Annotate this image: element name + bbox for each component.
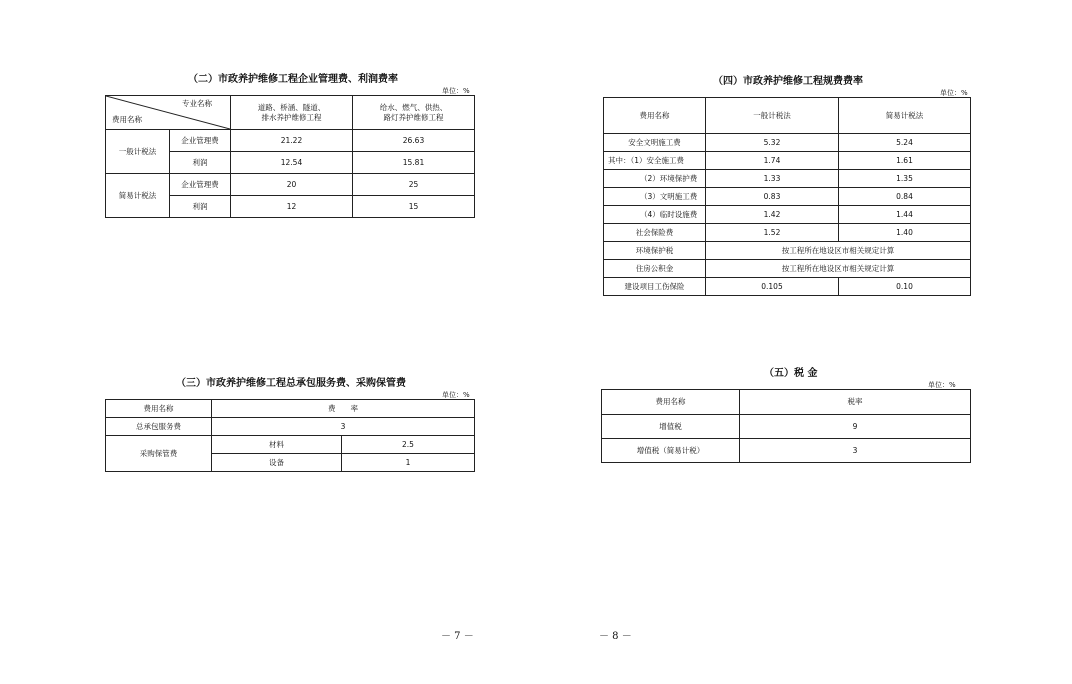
table2-corner-bottom: 费用名称 [112,115,142,124]
cell-value: 15.81 [353,152,475,174]
cell-value: 25 [353,174,475,196]
table-row [106,418,475,436]
row-label: 利润 [170,152,231,174]
table4-c1-header: 一般计税法 [706,98,839,134]
row-label: 环境保护税 [604,242,706,260]
cell-value: 15 [353,196,475,218]
page-number-right: － 8 － [599,631,632,642]
table3-unit: 单位：% [442,391,470,399]
table-header-row [604,98,971,134]
merged-cell: 按工程所在地设区市相关规定计算 [706,260,971,278]
table-row [604,206,971,224]
cell-value: 5.24 [839,134,971,152]
row-label: 安全文明施工费 [604,134,706,152]
table-row [604,152,971,170]
table-row [604,188,971,206]
cell-value: 12 [231,196,353,218]
sub-label: 材料 [212,436,342,454]
table-row [106,130,475,152]
row-label: 增值税（简易计税） [602,439,740,463]
table2-title: （二）市政养护维修工程企业管理费、利润费率 [188,74,398,85]
table5 [601,389,971,463]
table2-col1-header: 道路、桥涵、隧道、 排水养护维修工程 [231,96,353,130]
cell-value: 1 [342,454,475,472]
cell-value: 0.10 [839,278,971,296]
table4-c2-header: 简易计税法 [839,98,971,134]
table-header-row [106,400,475,418]
cell-value: 12.54 [231,152,353,174]
row-label: （4）临时设施费 [604,206,706,224]
table5-title: （五）税 金 [764,368,818,379]
cell-value: 1.44 [839,206,971,224]
cell-value: 0.83 [706,188,839,206]
table3-rate-header: 费 率 [212,400,475,418]
row-label: 利润 [170,196,231,218]
group-label: 简易计税法 [106,174,170,218]
cell-value: 1.40 [839,224,971,242]
table-row [604,224,971,242]
table2-col2-header: 给水、燃气、供热、 路灯养护维修工程 [353,96,475,130]
table2-unit: 单位：% [442,87,470,95]
cell-value: 1.61 [839,152,971,170]
cell-value: 21.22 [231,130,353,152]
table4-title: （四）市政养护维修工程规费费率 [713,76,863,87]
row-label: 采购保管费 [106,436,212,472]
table-row [604,242,971,260]
cell-value: 3 [212,418,475,436]
table-row [602,415,971,439]
table-row [604,134,971,152]
cell-value: 5.32 [706,134,839,152]
group-label: 一般计税法 [106,130,170,174]
row-label: 住房公积金 [604,260,706,278]
table3-title: （三）市政养护维修工程总承包服务费、采购保管费 [176,378,406,389]
cell-value: 0.105 [706,278,839,296]
table-row [602,439,971,463]
cell-value: 0.84 [839,188,971,206]
table-row [604,260,971,278]
row-label: 企业管理费 [170,130,231,152]
cell-value: 2.5 [342,436,475,454]
sub-label: 设备 [212,454,342,472]
cell-value: 3 [740,439,971,463]
table2-corner-top: 专业名称 [182,99,212,108]
table5-unit: 单位：% [928,381,956,389]
table3 [105,399,475,472]
table2 [105,95,475,218]
table4 [603,97,971,296]
merged-cell: 按工程所在地设区市相关规定计算 [706,242,971,260]
row-label: 其中：（1）安全施工费 [604,152,706,170]
row-label: （3）文明施工费 [604,188,706,206]
table-row [604,170,971,188]
row-label: 建设项目工伤保险 [604,278,706,296]
row-label: 总承包服务费 [106,418,212,436]
table-row [106,436,475,454]
cell-value: 1.42 [706,206,839,224]
cell-value: 1.52 [706,224,839,242]
cell-value: 9 [740,415,971,439]
cell-value: 20 [231,174,353,196]
row-label: （2）环境保护费 [604,170,706,188]
table5-name-header: 费用名称 [602,390,740,415]
table-row [106,174,475,196]
cell-value: 1.74 [706,152,839,170]
cell-value: 1.35 [839,170,971,188]
row-label: 企业管理费 [170,174,231,196]
table3-name-header: 费用名称 [106,400,212,418]
table4-name-header: 费用名称 [604,98,706,134]
page-number-left: － 7 － [441,631,474,642]
row-label: 社会保险费 [604,224,706,242]
cell-value: 26.63 [353,130,475,152]
cell-value: 1.33 [706,170,839,188]
row-label: 增值税 [602,415,740,439]
table-header-row [602,390,971,415]
table5-rate-header: 税率 [740,390,971,415]
table-row [604,278,971,296]
table2-corner-cell [106,96,231,130]
table4-unit: 单位：% [940,89,968,97]
